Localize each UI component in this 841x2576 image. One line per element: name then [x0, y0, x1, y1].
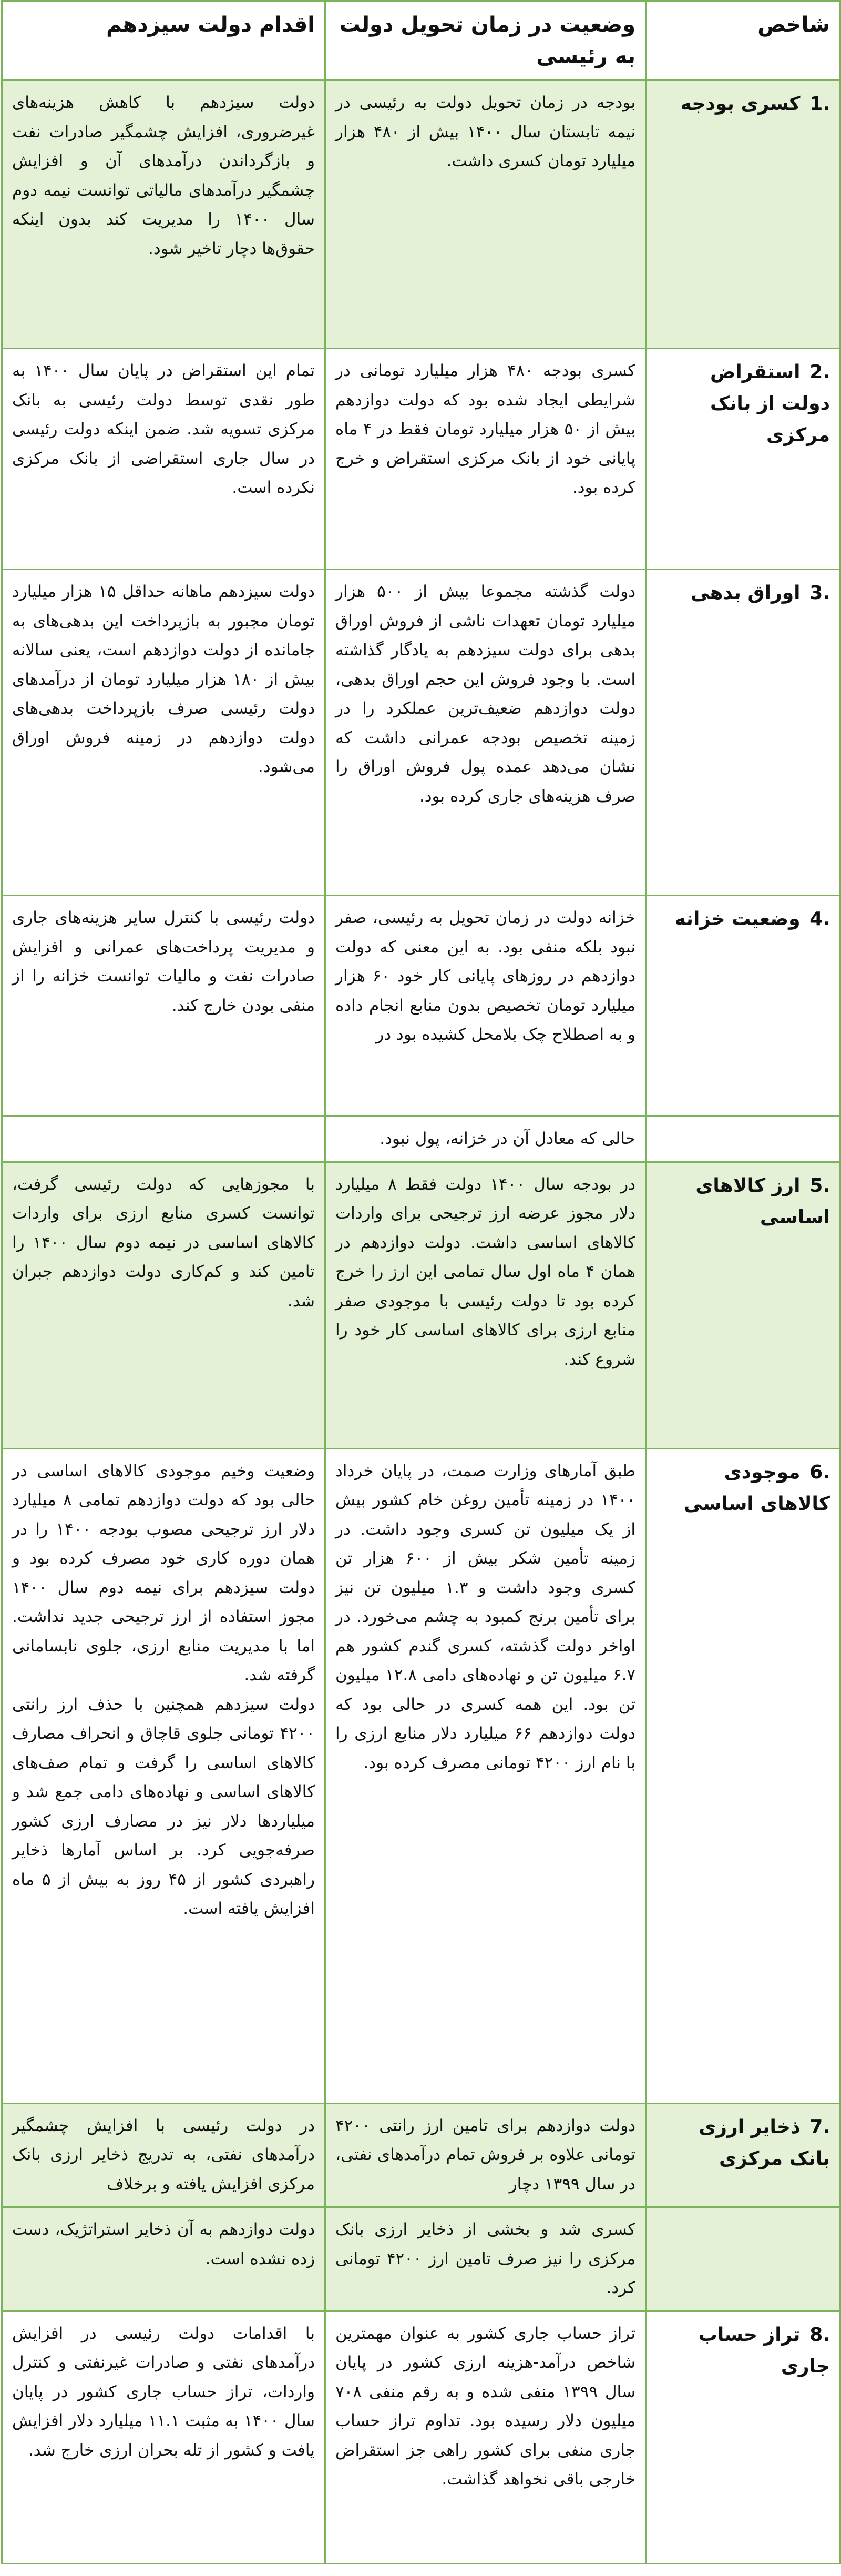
table-row-continuation — [2, 1117, 840, 1162]
indicator-cell — [646, 896, 840, 1117]
action-cell: تمام این استقراض در پایان سال ۱۴۰۰ به طور نقدی توسط دولت رئیسی به بانک مرکزی تسویه شد. ضمن اینکه دولت رئیسی در سال جاری استقراضی از بانک مرکزی نکرده است. — [2, 349, 325, 570]
indicator-name: وضعیت خزانه — [674, 908, 801, 930]
indicator-cell — [646, 2311, 840, 2563]
indicator-cell — [646, 80, 840, 349]
action-cell: دولت دوازدهم به آن ذخایر استراتژیک، دست زده نشده است. — [2, 2207, 325, 2311]
row-number: .3 — [809, 582, 830, 604]
action-cell: دولت سیزدهم ماهانه حداقل ۱۵ هزار میلیارد تومان مجبور به بازپرداخت این بدهی‌های به جامانده از دولت دوازدهم است، یعنی سالانه بیش از ۱۸۰ هزار میلیارد تومان از درآمدهای دولت رئیسی صرف بازپرداخت بدهی‌های دولت دوازدهم در زمینه فروش اوراق می‌شود. — [2, 570, 325, 896]
header-action: اقدام دولت سیزدهم — [2, 1, 325, 80]
row-number: .5 — [809, 1174, 830, 1196]
action-cell — [2, 1448, 325, 2103]
table-row — [2, 1162, 840, 1448]
status-cell: طبق آمارهای وزارت صمت، در پایان خرداد ۱۴۰۰ در زمینه تأمین روغن خام کشور بیش از یک میلیون تن کسری وجود داشت. در زمینه تأمین شکر بیش از ۶۰۰ هزار تن کسری وجود داشت و ۱.۳ میلیون تن نیز برای تأمین برنج کمبود به چشم می‌خورد. در اواخر دولت گذشته، کسری گندم کشور هم ۶.۷ میلیون تن و نهاده‌های دامی ۱۲.۸ میلیون تن بود. این همه کسری در حالی بود که دولت دوازدهم ۶۶ میلیارد دلار منابع ارزی را با نام ارز ۴۲۰۰ تومانی مصرف کرده بود. — [325, 1448, 646, 2103]
table-row — [2, 80, 840, 349]
table-row — [2, 2311, 840, 2563]
status-cell: در بودجه سال ۱۴۰۰ دولت فقط ۸ میلیارد دلار مجوز عرضه ارز ترجیحی برای واردات کالاهای اساسی داشت. دولت دوازدهم در همان ۴ ماه اول سال تمامی این ارز را خرج کرده بود تا دولت رئیسی با موجودی صفر منابع ارزی برای کالاهای اساسی کار خود را شروع کند. — [325, 1162, 646, 1448]
header-indicator: شاخص — [646, 1, 840, 80]
action-cell: دولت رئیسی با کنترل سایر هزینه‌های جاری و مدیریت پرداخت‌های عمرانی و افزایش صادرات نفت و مالیات توانست خزانه را از منفی بودن خارج کند. — [2, 896, 325, 1117]
row-number: .8 — [809, 2324, 830, 2346]
status-cell: تراز حساب جاری کشور به عنوان مهمترین شاخص درآمد-هزینه ارزی کشور در پایان سال ۱۳۹۹ منفی شده و به رقم منفی ۷۰۸ میلیون دلار رسیده بود. تداوم تراز حساب جاری منفی برای کشور راهی جز استقراض خارجی باقی نخواهد گذاشت. — [325, 2311, 646, 2563]
action-cell: در دولت رئیسی با افزایش چشمگیر درآمدهای نفتی، به تدریج ذخایر ارزی بانک مرکزی افزایش یافته و برخلاف — [2, 2103, 325, 2207]
indicator-name: اوراق بدهی — [691, 582, 801, 604]
table-row — [2, 1448, 840, 2103]
table-row — [2, 570, 840, 896]
comparison-table — [1, 0, 841, 2564]
indicator-name: ارز کالاهای اساسی — [695, 1174, 830, 1228]
indicator-name: استقراض دولت از بانک مرکزی — [710, 361, 830, 446]
indicator-cell — [646, 2103, 840, 2207]
indicator-cell — [646, 1448, 840, 2103]
row-number: .7 — [809, 2116, 830, 2138]
status-cell: کسری شد و بخشی از ذخایر ارزی بانک مرکزی را نیز صرف تامین ارز ۴۲۰۰ تومانی کرد. — [325, 2207, 646, 2311]
indicator-cell — [646, 1162, 840, 1448]
header-status: وضعیت در زمان تحویل دولت به رئیسی — [325, 1, 646, 80]
row-number: .6 — [809, 1461, 830, 1483]
action-paragraph: دولت سیزدهم همچنین با حذف ارز رانتی ۴۲۰۰ تومانی جلوی قاچاق و انحراف مصارف کالاهای اساسی را گرفت و تمام صف‌های کالاهای اساسی و نهاده‌های دامی جمع شد و میلیاردها دلار نیز در مصارف ارزی کشور صرفه‌جویی کرد. بر اساس آمارها ذخایر راهبردی کشور از ۴۵ روز به بیش از ۵ ماه افزایش یافته است. — [12, 1695, 315, 1918]
indicator-name: موجودی کالاهای اساسی — [683, 1461, 830, 1515]
action-cell-empty — [2, 1117, 325, 1162]
indicator-name: کسری بودجه — [680, 93, 801, 115]
action-cell: با مجوزهایی که دولت رئیسی گرفت، توانست کسری منابع ارزی برای واردات کالاهای اساسی در نیمه دوم سال ۱۴۰۰ را تامین کند و کم‌کاری دولت دوازدهم جبران شد. — [2, 1162, 325, 1448]
indicator-cell-empty — [646, 1117, 840, 1162]
action-cell: با اقدامات دولت رئیسی در افزایش درآمدهای نفتی و صادرات غیرنفتی و کنترل واردات، تراز حساب جاری کشور در پایان سال ۱۴۰۰ به مثبت ۱۱.۱ میلیارد دلار افزایش یافت و کشور از تله بحران ارزی خارج شد. — [2, 2311, 325, 2563]
table-row — [2, 349, 840, 570]
row-number: .1 — [809, 93, 830, 115]
indicator-cell — [646, 570, 840, 896]
status-cell: حالی که معادل آن در خزانه، پول نبود. — [325, 1117, 646, 1162]
status-cell: خزانه دولت در زمان تحویل به رئیسی، صفر نبود بلکه منفی بود. به این معنی که دولت دوازدهم در روزهای پایانی کار خود ۶۰ هزار میلیارد تومان تخصیص بدون منابع انجام داده و به اصطلاح چک بلامحل کشیده بود در — [325, 896, 646, 1117]
indicator-cell — [646, 349, 840, 570]
row-number: .4 — [809, 908, 830, 930]
table-row — [2, 896, 840, 1117]
status-cell: دولت گذشته مجموعا بیش از ۵۰۰ هزار میلیارد تومان تعهدات ناشی از فروش اوراق بدهی برای دولت سیزدهم به یادگار گذاشته است. با وجود فروش این حجم اوراق بدهی، دولت دوازدهم ضعیف‌ترین عملکرد را در زمینه تخصیص بودجه عمرانی داشت که نشان می‌دهد عمده پول فروش اوراق را صرف هزینه‌های جاری کرده بود. — [325, 570, 646, 896]
table-row-continuation — [2, 2207, 840, 2311]
status-cell: دولت دوازدهم برای تامین ارز رانتی ۴۲۰۰ تومانی علاوه بر فروش تمام درآمدهای نفتی، در سال ۱۳۹۹ دچار — [325, 2103, 646, 2207]
status-cell: بودجه در زمان تحویل دولت به رئیسی در نیمه تابستان سال ۱۴۰۰ بیش از ۴۸۰ هزار میلیارد تومان کسری داشت. — [325, 80, 646, 349]
action-cell: دولت سیزدهم با کاهش هزینه‌های غیرضروری، افزایش چشمگیر صادرات نفت و بازگرداندن درآمدهای آن و افزایش چشمگیر درآمدهای مالیاتی توانست نیمه دوم سال ۱۴۰۰ را مدیریت کند بدون اینکه حقوق‌ها دچار تاخیر شود. — [2, 80, 325, 349]
action-paragraph: وضعیت وخیم موجودی کالاهای اساسی در حالی بود که دولت دوازدهم تمامی ۸ میلیارد دلار ارز ترجیحی مصوب بودجه ۱۴۰۰ را در همان دوره کاری خود مصرف کرده بود و دولت سیزدهم برای نیمه دوم سال ۱۴۰۰ مجوز استفاده از ارز ترجیحی جدید نداشت. اما با مدیریت منابع ارزی، جلوی نابسامانی گرفته شد. — [12, 1461, 315, 1685]
indicator-name: تراز حساب جاری — [698, 2324, 830, 2377]
indicator-name: ذخایر ارزی بانک مرکزی — [699, 2116, 830, 2169]
status-cell: کسری بودجه ۴۸۰ هزار میلیارد تومانی در شرایطی ایجاد شده بود که دولت دوازدهم بیش از ۵۰ هزار میلیارد تومان فقط در ۴ ماه پایانی خود از بانک مرکزی استقراض و خرج کرده بود. — [325, 349, 646, 570]
table-header-row — [2, 1, 840, 80]
row-number: .2 — [809, 361, 830, 383]
indicator-cell-empty — [646, 2207, 840, 2311]
table-row — [2, 2103, 840, 2207]
